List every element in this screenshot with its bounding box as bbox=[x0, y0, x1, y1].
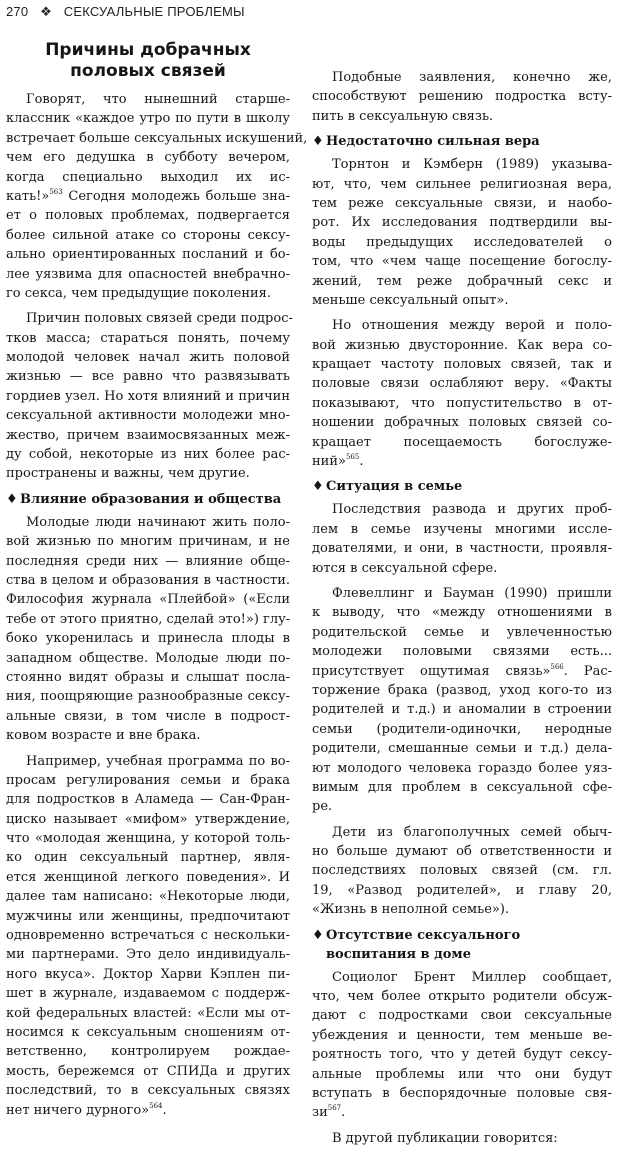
subheading-text: Недостаточно сильная вера bbox=[326, 134, 540, 150]
text-line: лем в семье изучены многими иссле- bbox=[312, 521, 612, 537]
section-title bbox=[6, 40, 290, 82]
bullet-diamond-icon: ♦ bbox=[312, 927, 324, 943]
text-line: ют молодого человека гораздо более уяз- bbox=[312, 760, 612, 776]
paragraph bbox=[6, 513, 290, 746]
text-line: родители, смешанные семьи и т.д.) дела- bbox=[312, 741, 612, 757]
text-line: ного вкуса». Доктор Харви Кэплен пи- bbox=[6, 966, 290, 982]
text-line: ре. bbox=[312, 799, 333, 815]
text-fragment: кать!» bbox=[6, 188, 50, 204]
text-line: молодежи половыми связями есть... bbox=[312, 644, 612, 660]
text-line: торжение брака (развод, уход кого-то из bbox=[312, 682, 612, 698]
text-line: показывают, что попустительство в от- bbox=[312, 395, 612, 411]
running-header bbox=[6, 4, 245, 20]
text-line: рот. Их исследования подтвердили вы- bbox=[312, 215, 612, 231]
text-line: дают с подростками свои сексуальные bbox=[312, 1008, 612, 1024]
paragraph bbox=[312, 1129, 612, 1148]
paragraph bbox=[312, 968, 612, 1123]
text-line: ковом возрасте и вне брака. bbox=[6, 728, 201, 744]
text-line: просам регулирования семьи и брака bbox=[6, 772, 290, 788]
subheading bbox=[6, 490, 290, 509]
text-line: ют, что, чем сильнее религиозная вера, bbox=[312, 176, 612, 192]
paragraph bbox=[312, 584, 612, 817]
text-line: но больше думают об ответственности и bbox=[312, 844, 612, 860]
footnote-ref: 564 bbox=[149, 1101, 163, 1110]
text-line: роятность того, что у детей будут сексу- bbox=[312, 1047, 612, 1063]
text-line: 19, «Развод родителей», и главу 20, bbox=[312, 882, 612, 898]
text-line: меньше сексуальный опыт». bbox=[312, 292, 509, 308]
subheading bbox=[312, 477, 612, 496]
text-line: Говорят, что нынешний старше- bbox=[26, 92, 290, 107]
text-line: жество, причем взаимосвязанных меж- bbox=[6, 427, 290, 443]
text-line: вой жизнью по многим причинам, и не bbox=[6, 534, 290, 550]
text-line: воды предыдущих исследователей о bbox=[312, 234, 612, 250]
text-line: тебе от этого приятно, сделай это!») глу- bbox=[6, 611, 291, 627]
text-line: жений, тем реже добрачный секс и bbox=[312, 273, 612, 289]
text-line: ду собой, некоторые из них более рас- bbox=[6, 447, 290, 463]
paragraph bbox=[312, 68, 612, 126]
text-line: боко укоренилась и принесла плоды в bbox=[6, 631, 290, 647]
text-line: Молодые люди начинают жить поло- bbox=[26, 514, 290, 530]
text-line: одновременно встречаться с нескольки- bbox=[6, 928, 290, 944]
text-line: что «молодая женщина, у которой толь- bbox=[6, 831, 290, 847]
text-line: вой жизнью двусторонние. Как вера со- bbox=[312, 337, 612, 353]
text-line: Но отношения между верой и поло- bbox=[332, 318, 612, 334]
text-line: Дети из благополучных семей обыч- bbox=[332, 824, 612, 840]
text-line: тков масса; стараться понять, почему bbox=[6, 330, 290, 346]
paragraph bbox=[6, 309, 293, 484]
text-line bbox=[312, 662, 612, 681]
text-line: родителей и т.д.) и аномалии в строении bbox=[312, 702, 612, 718]
subheading-text: Отсутствие сексуального bbox=[326, 927, 521, 943]
text-line: когда специально выходил их ис- bbox=[6, 169, 290, 185]
text-line: В другой публикации говорится: bbox=[332, 1130, 558, 1146]
text-line: «Жизнь в неполной семье»). bbox=[312, 902, 510, 918]
text-line: ния, поощряющие разнообразные сексу- bbox=[6, 689, 290, 705]
text-line: сексуальной активности молодежи мно- bbox=[6, 408, 290, 424]
text-line: встречает больше сексуальных искушений, bbox=[6, 130, 308, 146]
page-number: 270 bbox=[6, 4, 29, 19]
text-line: нет ничего дурного»$^{564}$. bbox=[6, 1101, 167, 1118]
text-line: мужчины или женщины, предпочитают bbox=[6, 908, 290, 924]
text-line: ми партнерами. Это дело индивидуаль- bbox=[6, 947, 290, 963]
text-fragment: присутствует ощутимая связь» bbox=[312, 663, 551, 679]
text-fragment: нет ничего дурного» bbox=[6, 1102, 150, 1118]
text-line: более сильной атаке со стороны сексу- bbox=[6, 227, 290, 243]
section-title-line: Причины добрачных bbox=[45, 40, 251, 60]
text-line: тем реже сексуальные связи, и наобо- bbox=[312, 195, 612, 211]
text-line: кой федеральных властей: «Если мы от- bbox=[6, 1005, 290, 1021]
subheading bbox=[312, 926, 612, 964]
text-line: последствий, то в сексуальных связях bbox=[6, 1083, 290, 1099]
text-line: пить в сексуальную связь. bbox=[312, 108, 494, 124]
text-fragment: ний» bbox=[312, 454, 346, 470]
section-title-line: половых связей bbox=[70, 61, 226, 81]
right-column bbox=[312, 68, 612, 1154]
text-line: го секса, чем предыдущие поколения. bbox=[6, 285, 272, 301]
text-line: к выводу, что «между отношениями в bbox=[312, 605, 612, 621]
text-line: семьи (родители-одиночки, неродные bbox=[312, 721, 612, 737]
text-line: ства в целом и образования в частности. bbox=[6, 572, 290, 588]
paragraph bbox=[312, 316, 612, 471]
bullet-diamond-icon: ♦ bbox=[312, 479, 324, 495]
text-line: Например, учебная программа по во- bbox=[26, 753, 290, 769]
text-line: западном обществе. Молодые люди по- bbox=[6, 650, 290, 666]
text-line: Философия журнала «Плейбой» («Если bbox=[6, 592, 290, 608]
text-line: ко один сексуальный партнер, явля- bbox=[6, 850, 290, 866]
bullet-diamond-icon: ♦ bbox=[312, 134, 324, 150]
text-line: убеждения и ценности, тем меньше ве- bbox=[312, 1027, 612, 1043]
paragraph bbox=[312, 823, 612, 920]
text-line: ются в сексуальной сфере. bbox=[312, 560, 498, 576]
text-line: чем его дедушка в субботу вечером, bbox=[6, 150, 290, 166]
text-line: Последствия развода и других проб- bbox=[332, 502, 612, 518]
text-line: последствиях половых связей (см. гл. bbox=[312, 863, 612, 879]
subheading bbox=[312, 132, 612, 151]
subheading-text: Ситуация в семье bbox=[326, 479, 463, 495]
text-line: носимся к сексуальным сношениям от- bbox=[6, 1024, 290, 1040]
text-line: кращает посещаемость богослуже- bbox=[312, 434, 612, 450]
text-line bbox=[6, 187, 290, 206]
text-line: классник «каждое утро по пути в школу bbox=[6, 111, 290, 127]
ornament-icon: ❖ bbox=[40, 4, 52, 19]
text-line: ношении добрачных половых связей со- bbox=[312, 415, 612, 431]
text-fragment: . Рас- bbox=[563, 663, 612, 679]
text-line: молодой человек начал жить половой bbox=[6, 350, 290, 366]
text-line: альные связи, в том числе в подрост- bbox=[6, 708, 290, 724]
text-line: далее там написано: «Некоторые люди, bbox=[6, 889, 290, 905]
footnote-ref: 567 bbox=[327, 1104, 342, 1113]
text-line: циско называет «мифом» утверждение, bbox=[6, 811, 290, 827]
text-line: $зи^{567}$. bbox=[312, 1104, 346, 1121]
text-line: Торнтон и Кэмберн (1989) указыва- bbox=[332, 157, 612, 173]
text-line: последняя среди них — влияние обще- bbox=[6, 553, 290, 569]
text-line: вимым для проблем в сексуальной сфе- bbox=[312, 779, 612, 795]
text-line: родительской семье и увлеченностью bbox=[312, 624, 612, 640]
text-line: стоянно видят образы и слышат посла- bbox=[6, 669, 290, 685]
paragraph bbox=[312, 155, 612, 310]
left-column bbox=[6, 40, 308, 1126]
text-fragment: зи bbox=[312, 1105, 328, 1121]
text-fragment: Сегодня молодежь больше зна- bbox=[68, 188, 290, 204]
text-line: что, чем более открыто родители обсуж- bbox=[312, 989, 612, 1005]
footnote-ref: 565 bbox=[345, 453, 360, 462]
text-line: дователями, и они, в частности, проявля- bbox=[312, 541, 612, 557]
text-line: гордиев узел. Но хотя влияний и причин bbox=[6, 388, 290, 404]
running-title: СЕКСУАЛЬНЫЕ ПРОБЛЕМЫ bbox=[63, 4, 245, 19]
bullet-diamond-icon: ♦ bbox=[6, 491, 18, 507]
text-line: жизнью — все равно что развязывать bbox=[6, 369, 290, 385]
subheading-text: воспитания в доме bbox=[326, 946, 471, 962]
paragraph bbox=[6, 90, 308, 303]
text-line: том, что «чем чаще посещение богослу- bbox=[312, 254, 612, 270]
text-line: половые связи ослабляют веру. «Факты bbox=[312, 376, 612, 392]
text-line: способствуют решению подростка всту- bbox=[312, 89, 612, 105]
text-line: ветственно, контролируем рождае- bbox=[6, 1044, 290, 1060]
text-line: Флевеллинг и Бауман (1990) пришли bbox=[332, 585, 612, 601]
paragraph bbox=[6, 752, 290, 1120]
text-line: пространены и важны, чем другие. bbox=[6, 466, 250, 482]
footnote-ref: 563 bbox=[49, 187, 63, 196]
text-line: ет о половых проблемах, подвергается bbox=[6, 208, 290, 224]
text-line: вступать в беспорядочные половые свя- bbox=[312, 1085, 612, 1101]
text-line: лее уязвима для опасностей внебрачно- bbox=[6, 266, 290, 282]
text-line: Подобные заявления, конечно же, bbox=[332, 70, 612, 85]
text-line: мость, бережемся от СПИДа и других bbox=[6, 1063, 290, 1079]
text-line: альные проблемы или что они будут bbox=[312, 1066, 612, 1082]
text-line: ально ориентированных посланий и бо- bbox=[6, 247, 290, 263]
text-line: Социолог Брент Миллер сообщает, bbox=[332, 969, 612, 985]
text-line: шет в журнале, издаваемом с поддерж- bbox=[6, 986, 290, 1002]
text-line: для подростков в Аламеда — Сан-Фран- bbox=[6, 792, 290, 808]
text-line: ется женщиной легкого поведения». И bbox=[6, 869, 290, 885]
text-line: Причин половых связей среди подрос- bbox=[26, 311, 293, 327]
paragraph bbox=[312, 500, 612, 578]
footnote-ref: 566 bbox=[550, 662, 564, 671]
text-line: ний»$^{565}$. bbox=[312, 453, 364, 470]
text-line: кращает частоту половых связей, так и bbox=[312, 357, 612, 373]
subheading-text: Влияние образования и общества bbox=[20, 491, 282, 507]
